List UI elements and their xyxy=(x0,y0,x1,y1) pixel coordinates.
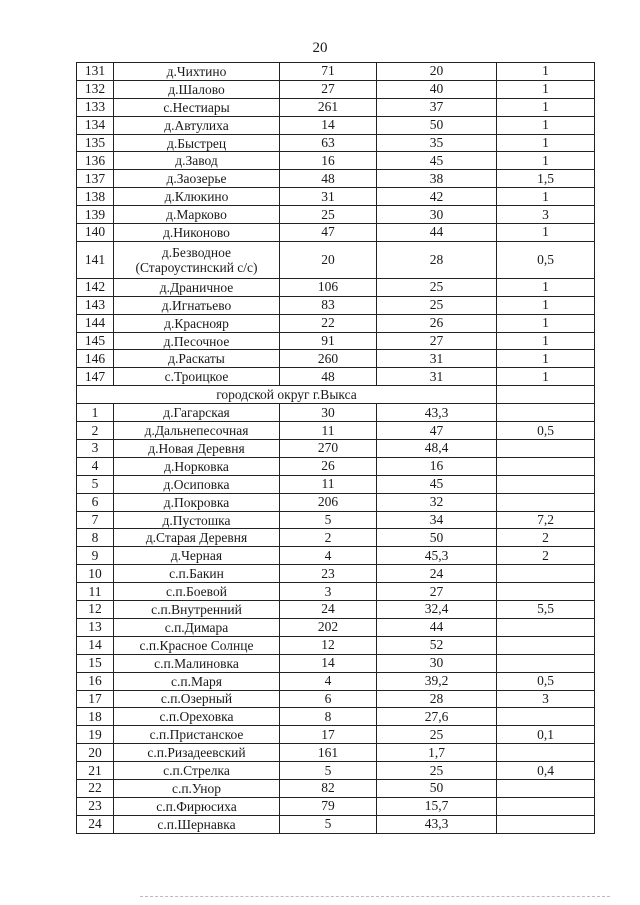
row-number: 141 xyxy=(77,241,114,278)
value-2: 37 xyxy=(377,98,497,116)
value-1: 202 xyxy=(280,618,377,636)
value-1: 25 xyxy=(280,206,377,224)
value-3: 1 xyxy=(497,152,595,170)
value-3: 1 xyxy=(497,332,595,350)
value-2: 27,6 xyxy=(377,708,497,726)
settlement-name: д.Шалово xyxy=(114,80,280,98)
settlement-name: д.Осиповка xyxy=(114,475,280,493)
value-2: 40 xyxy=(377,80,497,98)
value-1: 270 xyxy=(280,440,377,458)
value-2: 25 xyxy=(377,296,497,314)
value-1: 30 xyxy=(280,404,377,422)
value-3 xyxy=(497,404,595,422)
value-2: 50 xyxy=(377,116,497,134)
value-2: 25 xyxy=(377,726,497,744)
table-row xyxy=(77,63,595,81)
settlement-name: с.п.Бакин xyxy=(114,565,280,583)
value-2: 1,7 xyxy=(377,744,497,762)
row-number: 143 xyxy=(77,296,114,314)
row-number: 19 xyxy=(77,726,114,744)
row-number: 136 xyxy=(77,152,114,170)
table-row xyxy=(77,332,595,350)
value-3 xyxy=(497,779,595,797)
scan-edge-line xyxy=(140,896,610,898)
value-1: 4 xyxy=(280,547,377,565)
value-3 xyxy=(497,440,595,458)
value-3 xyxy=(497,583,595,601)
table-row xyxy=(77,493,595,511)
settlement-name: д.Быстрец xyxy=(114,134,280,152)
section-empty-cell xyxy=(497,386,595,404)
settlement-name: с.п.Шернавка xyxy=(114,815,280,833)
value-1: 12 xyxy=(280,636,377,654)
value-2: 34 xyxy=(377,511,497,529)
table-row xyxy=(77,170,595,188)
row-number: 5 xyxy=(77,475,114,493)
value-3: 1 xyxy=(497,188,595,206)
value-1: 161 xyxy=(280,744,377,762)
value-3: 0,5 xyxy=(497,241,595,278)
value-3: 1 xyxy=(497,98,595,116)
settlement-name: с.п.Красное Солнце xyxy=(114,636,280,654)
value-3 xyxy=(497,708,595,726)
value-3: 2 xyxy=(497,529,595,547)
row-number: 10 xyxy=(77,565,114,583)
table-row xyxy=(77,116,595,134)
value-2: 47 xyxy=(377,422,497,440)
settlement-name: с.Троицкое xyxy=(114,368,280,386)
value-3: 1,5 xyxy=(497,170,595,188)
table-row xyxy=(77,797,595,815)
value-2: 52 xyxy=(377,636,497,654)
table-row xyxy=(77,457,595,475)
settlement-name: д.Черная xyxy=(114,547,280,565)
row-number: 17 xyxy=(77,690,114,708)
value-3: 1 xyxy=(497,134,595,152)
value-3: 0,5 xyxy=(497,672,595,690)
value-2: 35 xyxy=(377,134,497,152)
value-1: 83 xyxy=(280,296,377,314)
value-1: 48 xyxy=(280,170,377,188)
value-3: 1 xyxy=(497,116,595,134)
row-number: 16 xyxy=(77,672,114,690)
table-row xyxy=(77,368,595,386)
table-row xyxy=(77,314,595,332)
row-number: 139 xyxy=(77,206,114,224)
section-row xyxy=(77,386,595,404)
table-row xyxy=(77,278,595,296)
value-1: 27 xyxy=(280,80,377,98)
settlement-name: с.п.Унор xyxy=(114,779,280,797)
value-2: 45 xyxy=(377,152,497,170)
value-1: 91 xyxy=(280,332,377,350)
settlement-name: д.Покровка xyxy=(114,493,280,511)
value-2: 50 xyxy=(377,529,497,547)
value-1: 5 xyxy=(280,762,377,780)
row-number: 6 xyxy=(77,493,114,511)
row-number: 2 xyxy=(77,422,114,440)
row-number: 11 xyxy=(77,583,114,601)
row-number: 132 xyxy=(77,80,114,98)
table-row xyxy=(77,206,595,224)
value-2: 39,2 xyxy=(377,672,497,690)
value-3 xyxy=(497,797,595,815)
settlement-name: д.Песочное xyxy=(114,332,280,350)
table-part-1 xyxy=(77,63,595,386)
value-1: 20 xyxy=(280,241,377,278)
settlement-name: д.Краснояр xyxy=(114,314,280,332)
value-3: 1 xyxy=(497,63,595,81)
row-number: 14 xyxy=(77,636,114,654)
settlement-name: д.Дальнепесочная xyxy=(114,422,280,440)
value-2: 20 xyxy=(377,63,497,81)
row-number: 137 xyxy=(77,170,114,188)
row-number: 22 xyxy=(77,779,114,797)
row-number: 140 xyxy=(77,224,114,242)
value-1: 8 xyxy=(280,708,377,726)
page-number: 20 xyxy=(312,40,328,56)
value-2: 43,3 xyxy=(377,815,497,833)
table-row xyxy=(77,815,595,833)
value-2: 45,3 xyxy=(377,547,497,565)
settlement-name: с.п.Димара xyxy=(114,618,280,636)
table-row xyxy=(77,350,595,368)
value-2: 32 xyxy=(377,493,497,511)
value-1: 206 xyxy=(280,493,377,511)
value-3: 7,2 xyxy=(497,511,595,529)
table-row xyxy=(77,565,595,583)
value-1: 14 xyxy=(280,654,377,672)
value-3: 1 xyxy=(497,296,595,314)
value-2: 42 xyxy=(377,188,497,206)
row-number: 133 xyxy=(77,98,114,116)
table-row xyxy=(77,529,595,547)
row-number: 134 xyxy=(77,116,114,134)
value-2: 28 xyxy=(377,690,497,708)
settlement-name: д.Гагарская xyxy=(114,404,280,422)
value-1: 17 xyxy=(280,726,377,744)
table-row xyxy=(77,583,595,601)
value-3: 1 xyxy=(497,368,595,386)
row-number: 142 xyxy=(77,278,114,296)
table-row xyxy=(77,188,595,206)
table-row xyxy=(77,726,595,744)
value-1: 24 xyxy=(280,601,377,619)
row-number: 138 xyxy=(77,188,114,206)
table-row xyxy=(77,296,595,314)
value-3 xyxy=(497,654,595,672)
value-1: 31 xyxy=(280,188,377,206)
settlement-name: д.Новая Деревня xyxy=(114,440,280,458)
table-row xyxy=(77,80,595,98)
value-1: 6 xyxy=(280,690,377,708)
table-row xyxy=(77,708,595,726)
row-number: 15 xyxy=(77,654,114,672)
value-2: 15,7 xyxy=(377,797,497,815)
settlement-name: с.Нестиары xyxy=(114,98,280,116)
value-3: 1 xyxy=(497,80,595,98)
table-row xyxy=(77,618,595,636)
row-number: 18 xyxy=(77,708,114,726)
table-row xyxy=(77,511,595,529)
value-2: 48,4 xyxy=(377,440,497,458)
value-1: 48 xyxy=(280,368,377,386)
value-2: 43,3 xyxy=(377,404,497,422)
row-number: 24 xyxy=(77,815,114,833)
row-number: 20 xyxy=(77,744,114,762)
value-3 xyxy=(497,744,595,762)
value-3: 5,5 xyxy=(497,601,595,619)
value-3 xyxy=(497,475,595,493)
value-3: 1 xyxy=(497,224,595,242)
value-2: 27 xyxy=(377,332,497,350)
settlement-name: д.Завод xyxy=(114,152,280,170)
value-1: 23 xyxy=(280,565,377,583)
row-number: 1 xyxy=(77,404,114,422)
settlement-name: д.Игнатьево xyxy=(114,296,280,314)
value-1: 260 xyxy=(280,350,377,368)
table-row xyxy=(77,152,595,170)
value-1: 106 xyxy=(280,278,377,296)
value-3: 2 xyxy=(497,547,595,565)
value-1: 261 xyxy=(280,98,377,116)
settlement-name: с.п.Ореховка xyxy=(114,708,280,726)
settlement-name: д.Безводное (Староустинский с/с) xyxy=(114,241,280,278)
value-2: 50 xyxy=(377,779,497,797)
value-1: 3 xyxy=(280,583,377,601)
value-2: 25 xyxy=(377,278,497,296)
settlement-name: д.Пустошка xyxy=(114,511,280,529)
value-2: 44 xyxy=(377,224,497,242)
value-2: 30 xyxy=(377,654,497,672)
row-number: 7 xyxy=(77,511,114,529)
row-number: 21 xyxy=(77,762,114,780)
value-2: 26 xyxy=(377,314,497,332)
value-1: 26 xyxy=(280,457,377,475)
row-number: 13 xyxy=(77,618,114,636)
settlement-name: д.Драничное xyxy=(114,278,280,296)
settlement-name: с.п.Пристанское xyxy=(114,726,280,744)
section-title: городской округ г.Выкса xyxy=(77,386,497,404)
settlement-name: с.п.Озерный xyxy=(114,690,280,708)
value-1: 14 xyxy=(280,116,377,134)
table-row xyxy=(77,224,595,242)
row-number: 12 xyxy=(77,601,114,619)
settlement-name: с.п.Малиновка xyxy=(114,654,280,672)
table-row xyxy=(77,440,595,458)
value-2: 45 xyxy=(377,475,497,493)
value-3 xyxy=(497,493,595,511)
settlement-name: д.Марково xyxy=(114,206,280,224)
value-1: 71 xyxy=(280,63,377,81)
settlement-name: с.п.Фирюсиха xyxy=(114,797,280,815)
table-row xyxy=(77,475,595,493)
value-3: 1 xyxy=(497,350,595,368)
table-row xyxy=(77,636,595,654)
row-number: 9 xyxy=(77,547,114,565)
value-1: 79 xyxy=(280,797,377,815)
value-1: 2 xyxy=(280,529,377,547)
row-number: 144 xyxy=(77,314,114,332)
value-1: 11 xyxy=(280,422,377,440)
value-3 xyxy=(497,636,595,654)
settlement-name: д.Старая Деревня xyxy=(114,529,280,547)
row-number: 145 xyxy=(77,332,114,350)
value-2: 16 xyxy=(377,457,497,475)
value-2: 24 xyxy=(377,565,497,583)
value-1: 47 xyxy=(280,224,377,242)
row-number: 135 xyxy=(77,134,114,152)
value-3: 0,1 xyxy=(497,726,595,744)
value-2: 31 xyxy=(377,350,497,368)
value-2: 32,4 xyxy=(377,601,497,619)
settlement-name: д.Никоново xyxy=(114,224,280,242)
row-number: 4 xyxy=(77,457,114,475)
value-1: 11 xyxy=(280,475,377,493)
settlement-name: д.Раскаты xyxy=(114,350,280,368)
row-number: 147 xyxy=(77,368,114,386)
value-2: 30 xyxy=(377,206,497,224)
value-1: 63 xyxy=(280,134,377,152)
value-1: 5 xyxy=(280,815,377,833)
value-1: 16 xyxy=(280,152,377,170)
value-2: 31 xyxy=(377,368,497,386)
settlement-name: д.Норковка xyxy=(114,457,280,475)
value-3 xyxy=(497,618,595,636)
table-row xyxy=(77,422,595,440)
settlement-name: с.п.Внутренний xyxy=(114,601,280,619)
value-2: 25 xyxy=(377,762,497,780)
row-number: 3 xyxy=(77,440,114,458)
table-part-2 xyxy=(77,404,595,833)
value-3: 0,5 xyxy=(497,422,595,440)
value-2: 28 xyxy=(377,241,497,278)
table-row xyxy=(77,690,595,708)
table-row xyxy=(77,762,595,780)
value-1: 82 xyxy=(280,779,377,797)
value-3: 0,4 xyxy=(497,762,595,780)
settlement-name: д.Заозерье xyxy=(114,170,280,188)
value-1: 22 xyxy=(280,314,377,332)
table-row xyxy=(77,744,595,762)
table-row xyxy=(77,134,595,152)
settlement-name: с.п.Ризадеевский xyxy=(114,744,280,762)
value-1: 4 xyxy=(280,672,377,690)
value-2: 27 xyxy=(377,583,497,601)
settlement-name: с.п.Боевой xyxy=(114,583,280,601)
row-number: 8 xyxy=(77,529,114,547)
value-2: 38 xyxy=(377,170,497,188)
settlement-name: д.Автулиха xyxy=(114,116,280,134)
settlements-table xyxy=(76,62,595,834)
settlement-name: д.Чихтино xyxy=(114,63,280,81)
table-row xyxy=(77,654,595,672)
settlement-name: д.Клюкино xyxy=(114,188,280,206)
table-row xyxy=(77,601,595,619)
table-row xyxy=(77,98,595,116)
value-3: 3 xyxy=(497,206,595,224)
row-number: 131 xyxy=(77,63,114,81)
table-row xyxy=(77,404,595,422)
section-header-group xyxy=(77,386,595,404)
value-2: 44 xyxy=(377,618,497,636)
settlement-name: с.п.Стрелка xyxy=(114,762,280,780)
table-row xyxy=(77,241,595,278)
value-3 xyxy=(497,565,595,583)
table-row xyxy=(77,779,595,797)
table-row xyxy=(77,672,595,690)
value-3 xyxy=(497,815,595,833)
value-3 xyxy=(497,457,595,475)
row-number: 146 xyxy=(77,350,114,368)
value-3: 1 xyxy=(497,314,595,332)
value-3: 1 xyxy=(497,278,595,296)
value-1: 5 xyxy=(280,511,377,529)
value-3: 3 xyxy=(497,690,595,708)
row-number: 23 xyxy=(77,797,114,815)
table-row xyxy=(77,547,595,565)
settlement-name: с.п.Маря xyxy=(114,672,280,690)
